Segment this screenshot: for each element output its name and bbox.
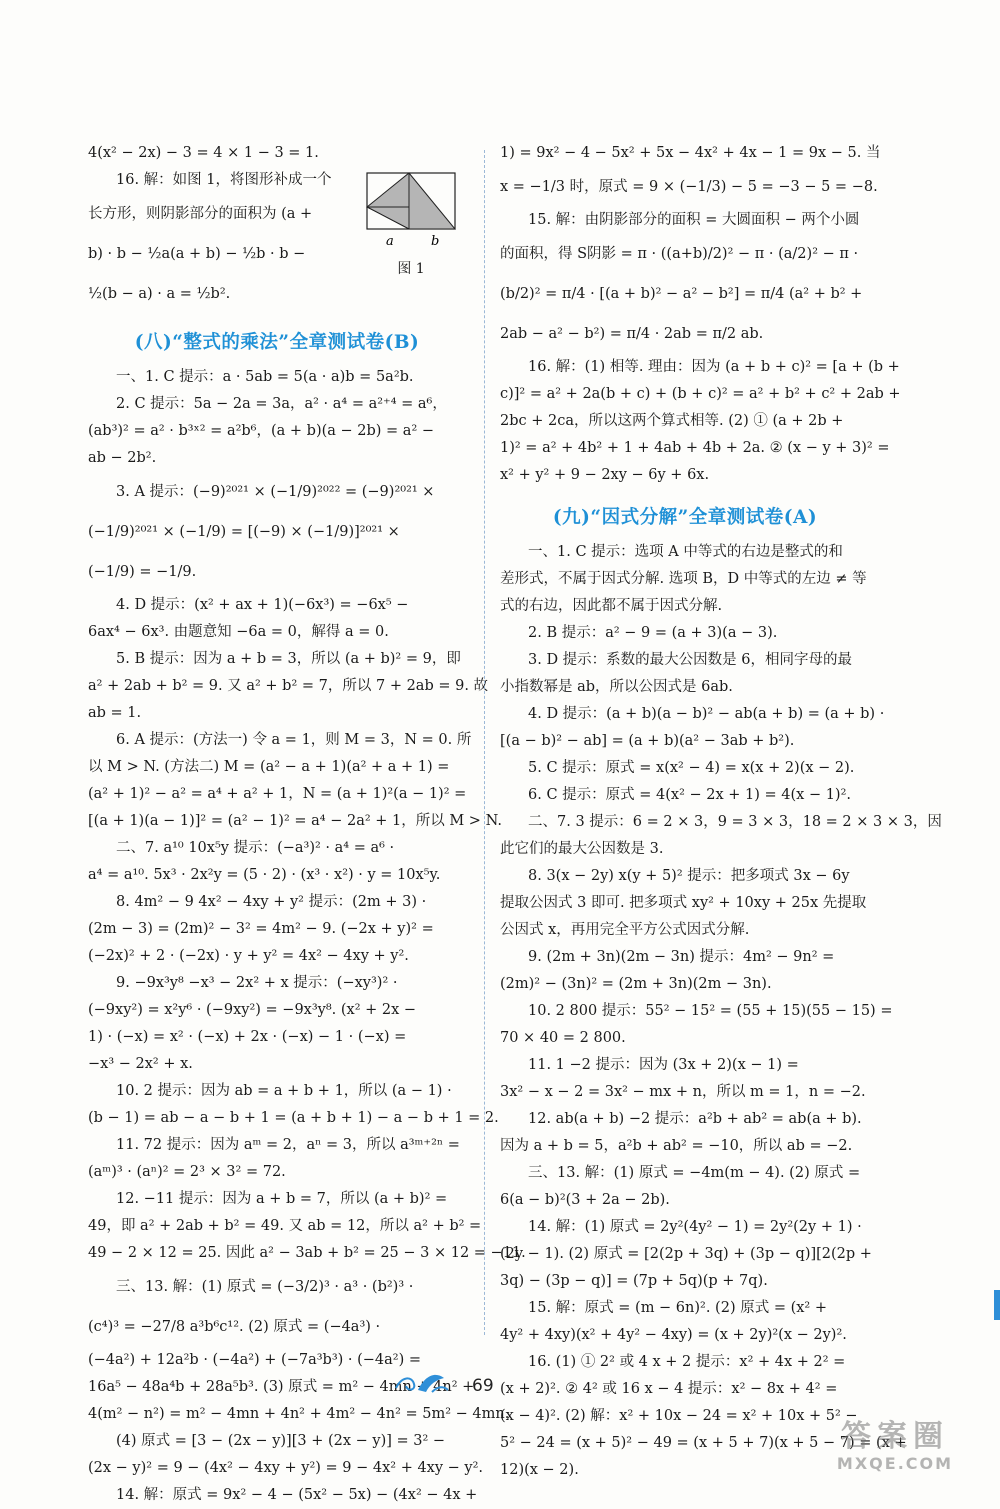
text-line: (2m − 3) = (2m)² − 3² = 4m² − 9. (−2x + y)² = [88, 921, 434, 937]
text-line: 2. B 提示：a² − 9 = (a + 3)(a − 3). [528, 625, 778, 641]
text-line: 式的右边，因此都不属于因式分解. [500, 598, 723, 614]
text-line: 5² − 24 = (x + 5)² − 49 = (x + 5 + 7)(x + 5 − 7) = (x + [500, 1435, 907, 1451]
left-lines [88, 364, 526, 1509]
text-line: (aᵐ)³ · (aⁿ)² = 2³ × 3² = 72. [88, 1164, 286, 1180]
text-line: (x − 4)². (2) 解：x² + 10x − 24 = x² + 10x + 5² − [500, 1408, 858, 1424]
text-line: 1) · (−x) = x² · (−x) + 2x · (−x) − 1 · (−x) = [88, 1029, 407, 1045]
text-line: (−9xy²) = x²y⁶ · (−9xy²) = −9x³y⁸. (x² + 2x − [88, 1002, 417, 1018]
text-line: 5. C 提示：原式 = x(x² − 4) = x(x + 2)(x − 2). [528, 760, 855, 776]
text-line: 10. 2 800 提示：55² − 15² = (55 + 15)(55 − 15) = [528, 1003, 893, 1019]
text-line: 的面积，得 S阴影 = π · ((a+b)/2)² − π · (a/2)² − π · [500, 246, 859, 262]
text-line: 差形式，不属于因式分解. 选项 B，D 中等式的左边 ≠ 等 [500, 571, 867, 587]
text-line: 16. (1) ① 2² 或 4 x + 2 提示：x² + 4x + 2² = [528, 1354, 846, 1370]
text-line: (c⁴)³ = −27/8 a³b⁶c¹². (2) 原式 = (−4a³) · [88, 1319, 381, 1335]
text-line: 4. D 提示：(a + b)(a − b)² − ab(a + b) = (a + b) · [528, 706, 885, 722]
text-line: 提取公因式 3 即可. 把多项式 xy² + 10xy + 25x 先提取 [500, 895, 867, 911]
text-line: 6. A 提示：(方法一) 令 a = 1，则 M = 3，N = 0. 所 [116, 732, 472, 748]
text-line: [(a + 1)(a − 1)]² = (a² − 1)² = a⁴ − 2a² + 1，所以 M > N. [88, 813, 502, 829]
section-title-8: (八)“整式的乘法”全章测试卷(B) [134, 332, 420, 353]
text-line: 12. ab(a + b) −2 提示：a²b + ab² = ab(a + b). [528, 1111, 862, 1127]
rectangle-figure [361, 169, 461, 255]
left-column [88, 140, 526, 1509]
text-line: 4y² + 4xy)(x² + 4y² − 4xy) = (x + 2y)²(x − 2y)². [500, 1327, 847, 1343]
text-line: 2ab − a² − b²) = π/4 · 2ab = π/2 ab. [500, 326, 764, 342]
text-line: [(a − b)² − ab] = (a + b)(a² − 3ab + b²). [500, 733, 795, 749]
text-line: 15. 解：由阴影部分的面积 = 大圆面积 − 两个小圆 [528, 212, 860, 228]
q16-block [88, 167, 466, 314]
text-line: 3. A 提示：(−9)²⁰²¹ × (−1/9)²⁰²² = (−9)²⁰²¹ × [116, 484, 435, 500]
text-line: (2y − 1). (2) 原式 = [2(2p + 3q) + (3p − q)][2(2p + [500, 1246, 872, 1262]
text-line: 4(m² − n²) = m² − 4mn + 4n² + 4m² − 4n² = 5m² − 4mn. [88, 1406, 510, 1422]
text-line: 16. 解：(1) 相等. 理由：因为 (a + b + c)² = [a + (b + [528, 359, 900, 375]
watermark-title: 答案圈 [841, 1419, 949, 1454]
text-line: x = −1/3 时，原式 = 9 × (−1/3) − 5 = −3 − 5 = −8. [500, 179, 878, 195]
text-line: 6ax⁴ − 6x³. 由题意知 −6a = 0，解得 a = 0. [88, 624, 389, 640]
text-line: ab − 2b². [88, 450, 157, 466]
text-line: 三、13. 解：(1) 原式 = −4m(m − 4). (2) 原式 = [528, 1165, 861, 1181]
edge-tab [994, 1290, 1000, 1320]
text-line: 4(x² − 2x) − 3 = 4 × 1 − 3 = 1. [88, 145, 319, 161]
text-line: 16. 解：如图 1，将图形补成一个 [116, 172, 332, 188]
text-line: 此它们的最大公因数是 3. [500, 841, 664, 857]
q16-text [88, 167, 350, 314]
text-line: 70 × 40 = 2 800. [500, 1030, 626, 1046]
figure-1 [356, 167, 466, 279]
page-number: 69 [472, 1376, 494, 1396]
text-line: 6. C 提示：原式 = 4(x² − 2x + 1) = 4(x − 1)². [528, 787, 852, 803]
text-line: 3x² − x − 2 = 3x² − mx + n，所以 m = 1，n = −2. [500, 1084, 866, 1100]
text-line: (b − 1) = ab − a − b + 1 = (a + b + 1) − a − b + 1 = 2. [88, 1110, 499, 1126]
text-line: 16a⁵ − 48a⁴b + 28a⁵b³. (3) 原式 = m² − 4mn + 4n² + [88, 1379, 475, 1395]
text-line: 14. 解：(1) 原式 = 2y²(4y² − 1) = 2y²(2y + 1) · [528, 1219, 862, 1235]
watermark [800, 1420, 990, 1478]
text-line: (2x − y)² = 9 − (4x² − 4xy + y²) = 9 − 4x² + 4xy − y². [88, 1460, 484, 1476]
text-line: 49 − 2 × 12 = 25. 因此 a² − 3ab + b² = 25 − 3 × 12 = −11. [88, 1245, 526, 1261]
watermark-url: MXQE.COM [836, 1454, 954, 1473]
text-line: (−1/9)²⁰²¹ × (−1/9) = [(−9) × (−1/9)]²⁰²¹ × [88, 524, 400, 540]
column-divider [484, 150, 485, 1335]
text-line: 8. 3(x − 2y) x(y + 5)² 提示：把多项式 3x − 6y [528, 868, 850, 884]
text-line: 小指数幂是 ab，所以公因式是 6ab. [500, 679, 733, 695]
text-line: ab = 1. [88, 705, 142, 721]
text-line: (−1/9) = −1/9. [88, 564, 197, 580]
figure-caption: 图 1 [397, 261, 425, 277]
text-line: 3. D 提示：系数的最大公因数是 6，相同字母的最 [528, 652, 853, 668]
text-line: −x³ − 2x² + x. [88, 1056, 193, 1072]
right-top-lines [500, 140, 901, 489]
text-line: 因为 a + b = 5，a²b + ab² = −10，所以 ab = −2. [500, 1138, 853, 1154]
text-line: (4) 原式 = [3 − (2x − y)][3 + (2x − y)] = 3² − [116, 1433, 446, 1449]
text-line: 15. 解：原式 = (m − 6n)². (2) 原式 = (x² + [528, 1300, 827, 1316]
text-line: 1)² = a² + 4b² + 1 + 4ab + 4b + 2a. ② (x − y + 3)² = [500, 440, 890, 456]
text-line: a⁴ = a¹⁰. 5x³ · 2x²y = (5 · 2) · (x³ · x²) · y = 10x⁵y. [88, 867, 441, 883]
text-line: 4. D 提示：(x² + ax + 1)(−6x³) = −6x⁵ − [116, 597, 409, 613]
text-line: 1) = 9x² − 4 − 5x² + 5x − 4x² + 4x − 1 = 9x − 5. 当 [500, 145, 881, 161]
text-line: 49，即 a² + 2ab + b² = 49. 又 ab = 12，所以 a² + b² = [88, 1218, 482, 1234]
text-line: b) · b − ½a(a + b) − ½b · b − [88, 246, 306, 262]
text-line: 二、7. 3 提示：6 = 2 × 3，9 = 3 × 3，18 = 2 × 3 × 3，因 [528, 814, 942, 830]
text-line: 8. 4m² − 9 4x² − 4xy + y² 提示：(2m + 3) · [116, 894, 427, 910]
text-line: 5. B 提示：因为 a + b = 3，所以 (a + b)² = 9，即 [116, 651, 461, 667]
text-line: ½(b − a) · a = ½b². [88, 286, 231, 302]
text-line: 10. 2 提示：因为 ab = a + b + 1，所以 (a − 1) · [116, 1083, 452, 1099]
text-line: x² + y² + 9 − 2xy − 6y + 6x. [500, 467, 710, 483]
flourish-icon [392, 1370, 452, 1402]
figure-label-a: a [386, 234, 394, 249]
text-line: 14. 解：原式 = 9x² − 4 − (5x² − 5x) − (4x² − 4x + [116, 1487, 478, 1503]
text-line: 三、13. 解：(1) 原式 = (−3/2)³ · a³ · (b²)³ · [116, 1279, 414, 1295]
text-line: 长方形，则阴影部分的面积为 (a + [88, 206, 313, 222]
text-line: (a² + 1)² − a² = a⁴ + a² + 1，N = (a + 1)²(a − 1)² = [88, 786, 467, 802]
text-line: (−2x)² + 2 · (−2x) · y + y² = 4x² − 4xy + y². [88, 948, 409, 964]
text-line: (−4a²) + 12a²b · (−4a²) + (−7a³b³) · (−4a²) = [88, 1352, 422, 1368]
figure-label-b: b [431, 234, 440, 249]
text-line: (b/2)² = π/4 · [(a + b)² − a² − b²] = π/4 (a² + b² + [500, 286, 863, 302]
text-line: 3q) − (3p − q)] = (7p + 5q)(p + 7q). [500, 1273, 768, 1289]
text-line: a² + 2ab + b² = 9. 又 a² + b² = 7，所以 7 + 2ab = 9. 故 [88, 678, 489, 694]
text-line: 一、1. C 提示：选项 A 中等式的右边是整式的和 [528, 544, 843, 560]
text-line: 9. −9x³y⁸ −x³ − 2x² + x 提示：(−xy³)² · [116, 975, 398, 991]
section-title-9: (九)“因式分解”全章测试卷(A) [552, 507, 818, 528]
text-line: (x + 2)². ② 4² 或 16 x − 4 提示：x² − 8x + 4² = [500, 1381, 838, 1397]
text-line: 二、7. a¹⁰ 10x⁵y 提示：(−a³)² · a⁴ = a⁶ · [116, 840, 395, 856]
text-line: 12)(x − 2). [500, 1462, 579, 1478]
text-line: 2bc + 2ca，所以这两个算式相等. (2) ① (a + 2b + [500, 413, 844, 429]
text-line: (ab³)² = a² · b³ˣ² = a²b⁶，(a + b)(a − 2b) = a² − [88, 423, 435, 439]
text-line: 2. C 提示：5a − 2a = 3a，a² · a⁴ = a²⁺⁴ = a⁶， [116, 396, 447, 412]
text-line: 11. 72 提示：因为 aᵐ = 2，aⁿ = 3，所以 a³ᵐ⁺²ⁿ = [116, 1137, 460, 1153]
text-line: 12. −11 提示：因为 a + b = 7，所以 (a + b)² = [116, 1191, 448, 1207]
text-line: 6(a − b)²(3 + 2a − 2b). [500, 1192, 670, 1208]
text-line: 以 M > N. (方法二) M = (a² − a + 1)(a² + a + 1) = [88, 759, 450, 775]
text-line: 公因式 x，再用完全平方公式因式分解. [500, 922, 750, 938]
text-line: c)]² = a² + 2a(b + c) + (b + c)² = a² + b² + c² + 2ab + [500, 386, 901, 402]
text-line: 一、1. C 提示：a · 5ab = 5(a · a)b = 5a²b. [116, 369, 414, 385]
text-line: 11. 1 −2 提示：因为 (3x + 2)(x − 1) = [528, 1057, 799, 1073]
text-line: (2m)² − (3n)² = (2m + 3n)(2m − 3n). [500, 976, 772, 992]
text-line: 9. (2m + 3n)(2m − 3n) 提示：4m² − 9n² = [528, 949, 835, 965]
